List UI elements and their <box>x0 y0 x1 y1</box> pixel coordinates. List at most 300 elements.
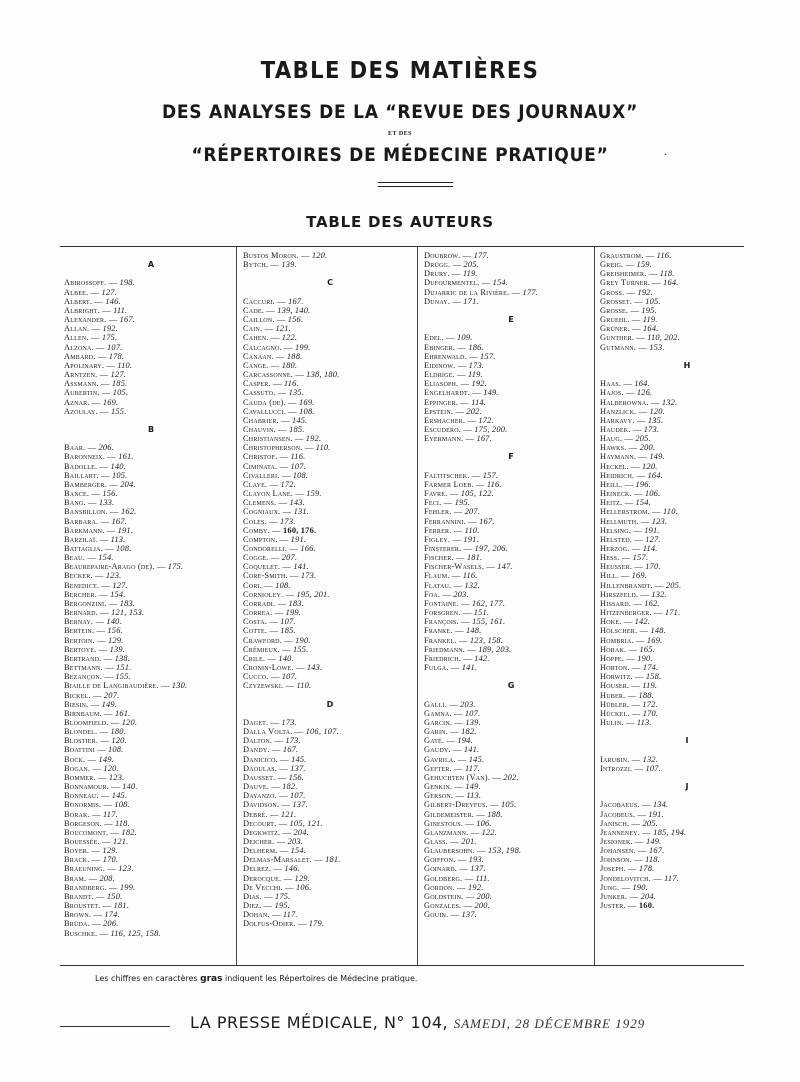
page-numbers: 107. <box>280 617 296 627</box>
author-name: Janisch. — <box>600 818 643 828</box>
author-name: Fehler. — <box>424 507 465 517</box>
page-numbers: 106. <box>295 882 312 892</box>
author-entry <box>600 608 774 617</box>
author-name: Delherm. — <box>243 846 291 856</box>
author-name: Ehrenwald. — <box>424 351 481 361</box>
page-numbers: 121, 153. <box>111 608 145 618</box>
page-numbers: 157. <box>482 470 499 480</box>
author-entry <box>600 819 774 828</box>
author-entry <box>64 663 238 672</box>
author-name: Albright. — <box>64 305 114 315</box>
author-entry <box>243 260 417 269</box>
author-entry <box>64 352 238 361</box>
author-name: Aubertin. — <box>64 388 113 398</box>
section-letter: B <box>147 424 155 434</box>
author-entry <box>64 462 238 471</box>
author-entry <box>424 846 598 855</box>
author-entry <box>600 874 774 883</box>
footer-rule <box>60 1026 170 1027</box>
author-name: Arntzen. — <box>64 370 111 380</box>
author-entry <box>243 828 417 837</box>
author-name: Juster. — <box>600 901 639 911</box>
page-numbers: 116, 125, 158. <box>110 928 161 938</box>
author-name: Barkmann. — <box>64 525 118 535</box>
author-entry <box>243 736 417 745</box>
page-numbers: 119. <box>642 315 658 325</box>
author-entry <box>243 764 417 773</box>
section-letter: J <box>685 782 689 792</box>
page-numbers: 207. <box>464 507 481 517</box>
author-name: Derocque. — <box>243 873 295 883</box>
index-column-2 <box>243 251 417 929</box>
page-numbers: 189, 203. <box>478 644 512 654</box>
author-name: Grosset. — <box>600 296 646 306</box>
author-entry <box>424 278 598 287</box>
page-numbers: 197, 206. <box>474 544 508 553</box>
author-name: Fischer-Wasels. — <box>424 562 498 572</box>
section-letter: E <box>508 315 514 325</box>
author-name: Dandy. — <box>243 745 283 755</box>
author-entry <box>243 636 417 645</box>
page-numbers: 139. <box>465 717 481 727</box>
author-entry <box>600 251 774 260</box>
author-name: Grosse. — <box>600 305 642 315</box>
author-name: Crile. — <box>243 653 279 663</box>
page-numbers: 173. <box>281 717 297 727</box>
author-name: Brandt. — <box>64 891 107 901</box>
page-numbers: 181. <box>113 901 130 911</box>
page-numbers: 116. <box>462 571 478 581</box>
author-name: Gutmann. — <box>600 342 650 352</box>
page-numbers: 140. <box>122 782 138 792</box>
page-numbers: 167. <box>479 516 495 526</box>
author-entry <box>424 901 598 910</box>
page-numbers: 200. <box>476 891 493 901</box>
author-name: Haas. — <box>600 379 635 389</box>
page-numbers: 172. <box>478 415 494 425</box>
author-entry <box>243 306 417 315</box>
page-numbers: 111. <box>475 873 490 883</box>
spacer <box>424 691 598 700</box>
page-numbers: 174. <box>104 910 120 920</box>
author-entry <box>64 819 238 828</box>
page-numbers: 123. <box>118 864 134 874</box>
page-numbers: 195. <box>274 901 291 911</box>
page-numbers: 181. <box>325 855 341 865</box>
page-numbers: 107. <box>290 461 306 471</box>
author-name: Baronneix. — <box>64 452 119 462</box>
spacer <box>600 370 774 379</box>
author-name: Delmas-Marsalet. — <box>243 855 326 865</box>
author-name: Calcagno. — <box>243 342 295 352</box>
author-entry <box>64 333 238 342</box>
page-numbers: 138. <box>114 653 131 663</box>
author-entry <box>424 810 598 819</box>
page-numbers: 108. <box>116 544 132 553</box>
author-entry <box>424 498 598 507</box>
page-numbers: 191. <box>117 525 134 535</box>
page-numbers: 167. <box>476 434 492 444</box>
author-entry <box>243 425 417 434</box>
page-numbers: 107. <box>645 763 661 773</box>
page-numbers: 149. <box>483 388 499 398</box>
author-name: Grüner. — <box>600 324 644 334</box>
author-entry <box>424 343 598 352</box>
author-entry <box>64 535 238 544</box>
author-entry <box>243 617 417 626</box>
author-entry <box>64 855 238 864</box>
author-name: Core-Smith. — <box>243 571 301 581</box>
author-entry <box>64 407 238 416</box>
decorative-rule-top <box>378 182 453 183</box>
page-numbers: 181. <box>466 553 483 563</box>
page-numbers: 107. <box>464 708 481 718</box>
author-entry <box>243 855 417 864</box>
page-numbers: 198. <box>119 278 135 288</box>
section-letter: C <box>327 278 333 288</box>
note-bold-word: gras <box>200 974 223 984</box>
page-numbers: 120. <box>649 406 665 416</box>
page-numbers: 116. <box>656 251 672 260</box>
author-entry <box>243 416 417 425</box>
note-text-before: Les chiffres en caractères <box>95 974 198 983</box>
author-entry <box>243 874 417 883</box>
page-numbers: 207. <box>281 553 298 563</box>
author-entry <box>424 800 598 809</box>
author-name: Bertein. — <box>64 626 108 636</box>
page-numbers: 170. <box>642 708 659 718</box>
author-name: Bonnamour. — <box>64 782 123 792</box>
page-numbers: 149. <box>645 837 662 846</box>
author-entry <box>600 718 774 727</box>
author-entry <box>600 269 774 278</box>
author-name: Hoppe. — <box>600 653 638 663</box>
author-name: Fischer. — <box>424 553 467 563</box>
author-entry <box>243 919 417 928</box>
author-entry <box>243 388 417 397</box>
author-entry <box>243 654 417 663</box>
author-entry <box>600 800 774 809</box>
author-name: Caccuri. — <box>243 296 289 306</box>
author-entry <box>424 590 598 599</box>
page-numbers: 135. <box>288 388 305 398</box>
author-name: Birnbaum. — <box>64 708 115 718</box>
page-numbers: 162. <box>121 507 137 517</box>
author-entry <box>600 425 774 434</box>
page-numbers: 120. <box>121 717 138 727</box>
page-numbers: 202. <box>466 406 482 416</box>
author-name: Garcin. — <box>424 717 466 727</box>
author-entry <box>243 407 417 416</box>
page-numbers: 126. <box>636 388 653 398</box>
author-name: Iarubin. — <box>600 754 643 764</box>
author-name: Ciminata. — <box>243 461 291 471</box>
author-entry <box>600 590 774 599</box>
author-entry <box>64 361 238 370</box>
author-entry <box>600 562 774 571</box>
author-entry <box>64 919 238 928</box>
author-name: Dujarric de la Rivière. — <box>424 287 523 297</box>
author-name: Introzzi. — <box>600 763 646 773</box>
page-numbers: 140. <box>110 461 126 471</box>
author-entry <box>424 544 598 553</box>
page-numbers: 131. <box>293 507 310 517</box>
page-numbers: 171. <box>664 608 681 618</box>
author-name: Bertoye. — <box>64 644 110 654</box>
page-numbers: 205. <box>665 580 682 590</box>
author-name: Franke. — <box>424 626 466 636</box>
page-numbers: 169. <box>102 397 119 407</box>
author-name: Horton. — <box>600 663 643 673</box>
author-entry <box>424 608 598 617</box>
page-numbers: 156. <box>288 772 305 782</box>
author-entry <box>424 782 598 791</box>
author-name: Ferrer. — <box>424 525 465 535</box>
author-entry <box>243 480 417 489</box>
page-numbers: 206. <box>98 443 114 453</box>
author-entry <box>243 517 417 526</box>
page-numbers: 175. <box>274 891 291 901</box>
page-numbers: 107. <box>107 342 123 352</box>
page-numbers: 173. <box>643 424 660 434</box>
author-entry <box>64 507 238 516</box>
section-letter: D <box>326 699 334 709</box>
page-numbers: 140. <box>106 617 122 627</box>
author-name: Davidson. — <box>243 800 293 810</box>
author-name: Deicher. — <box>243 837 288 846</box>
page-numbers: 119. <box>467 370 483 380</box>
author-entry <box>64 370 238 379</box>
author-name: Grey Turner. — <box>600 278 664 288</box>
author-name: Frankel. — <box>424 635 470 645</box>
author-entry <box>64 288 238 297</box>
author-name: Ambard. — <box>64 351 109 361</box>
page-numbers: 183. <box>288 598 304 608</box>
spacer <box>600 773 774 782</box>
author-name: Cogge. — <box>243 553 282 563</box>
author-name: Boattini — <box>64 745 109 755</box>
page-numbers: 118. <box>114 818 130 828</box>
author-entry <box>64 498 238 507</box>
author-entry <box>424 333 598 342</box>
et-des-connector: ET DES <box>387 131 413 137</box>
page-numbers: 117. <box>664 873 679 883</box>
author-entry <box>600 489 774 498</box>
section-title: TABLE DES AUTEURS <box>306 213 494 231</box>
author-entry <box>424 370 598 379</box>
page-numbers: 108. <box>108 745 124 755</box>
author-name: Bonneau. — <box>64 791 112 801</box>
author-entry <box>64 782 238 791</box>
page-numbers: 129. <box>102 846 118 856</box>
page-numbers: 122. <box>481 827 498 837</box>
author-entry <box>243 315 417 324</box>
page-numbers: 123. <box>108 772 125 782</box>
author-entry <box>243 819 417 828</box>
author-name: Haug. — <box>600 434 636 444</box>
author-entry <box>64 571 238 580</box>
author-entry <box>243 599 417 608</box>
author-name: Goldstein. — <box>424 891 477 901</box>
page-numbers: 147. <box>497 562 513 572</box>
page-numbers: 196. <box>635 479 651 489</box>
author-name: Figley. — <box>424 534 464 544</box>
author-entry <box>243 361 417 370</box>
page-numbers: 108. <box>275 580 291 590</box>
author-entry <box>243 773 417 782</box>
author-entry <box>600 846 774 855</box>
page-numbers: 167. <box>288 296 304 306</box>
author-name: Bram. — <box>64 873 100 883</box>
author-entry <box>64 846 238 855</box>
author-entry <box>64 590 238 599</box>
author-entry <box>424 855 598 864</box>
page-numbers: 139. <box>281 260 297 270</box>
author-name: Alexander. — <box>64 315 120 325</box>
author-entry <box>424 352 598 361</box>
page-numbers: 208. <box>99 873 115 883</box>
author-name: Gildemeister. — <box>424 809 488 819</box>
author-name: Beau. — <box>64 553 99 563</box>
page-footer <box>190 1013 645 1032</box>
author-name: Delrez. — <box>243 864 285 874</box>
author-name: Christiansen. — <box>243 434 306 444</box>
author-name: Bickel. — <box>64 690 104 700</box>
author-name: Beaurepaire-Arago (de). — <box>64 562 168 572</box>
author-name: Dalla Volta. — <box>243 727 306 737</box>
page-numbers: 139. <box>109 644 126 654</box>
page-numbers: 204. <box>120 479 136 489</box>
author-name: Azoulay. — <box>64 406 112 416</box>
author-entry <box>64 828 238 837</box>
page-numbers: 178. <box>638 864 655 874</box>
author-entry <box>424 361 598 370</box>
page-numbers: 200. <box>639 443 656 453</box>
author-name: Dayanzo. — <box>243 791 291 801</box>
author-name: Haudek. — <box>600 424 644 434</box>
page-numbers: 201. <box>461 837 477 846</box>
author-entry <box>600 379 774 388</box>
author-name: Forsgren. — <box>424 608 474 618</box>
author-name: Bertoin. — <box>64 635 108 645</box>
author-name: Bogan. — <box>64 763 104 773</box>
author-entry <box>600 553 774 562</box>
author-name: Heineck. — <box>600 489 645 499</box>
author-name: Hajos. — <box>600 388 637 398</box>
page-numbers: 154. <box>635 498 651 508</box>
author-name: Hillenbrandt. — <box>600 580 666 590</box>
spacer <box>64 416 238 425</box>
page-numbers: 199. <box>285 608 302 618</box>
author-entry <box>424 626 598 635</box>
author-entry <box>600 828 774 837</box>
author-name: Drügg. — <box>424 260 464 270</box>
author-entry <box>243 398 417 407</box>
author-name: Hess. — <box>600 553 633 563</box>
author-entry <box>243 745 417 754</box>
author-entry <box>600 443 774 452</box>
footer-journal: LA PRESSE MÉDICALE, N° 104, <box>190 1013 449 1032</box>
author-entry <box>64 691 238 700</box>
author-entry <box>243 846 417 855</box>
author-name: Eppinger. — <box>424 397 472 407</box>
spacer <box>424 306 598 315</box>
page-numbers: 106, 107. <box>305 727 339 737</box>
author-name: Gilbert-Dreyfus. — <box>424 800 501 810</box>
author-name: Biaille de Langibaudière. — <box>64 681 172 691</box>
author-entry <box>243 663 417 672</box>
page-numbers: 145. <box>291 754 307 764</box>
page-numbers: 149. <box>98 754 114 764</box>
page-numbers: 172. <box>280 479 296 489</box>
author-name: Hoke. — <box>600 617 635 627</box>
author-entry <box>64 929 238 938</box>
author-entry <box>424 837 598 846</box>
page-numbers: 118. <box>645 855 660 865</box>
page-numbers: 143. <box>306 663 323 673</box>
author-entry <box>243 901 417 910</box>
page-numbers: 190. <box>632 882 648 892</box>
author-name: Barzilaï. — <box>64 534 111 544</box>
author-name: Czyzewski. — <box>243 681 297 691</box>
author-entry <box>64 727 238 736</box>
page-numbers: 172. <box>642 699 658 709</box>
author-entry <box>64 791 238 800</box>
spacer <box>424 672 598 681</box>
author-name: Cori. — <box>243 580 276 590</box>
author-name: Gordon. — <box>424 882 469 892</box>
author-entry <box>424 526 598 535</box>
author-entry <box>424 709 598 718</box>
author-entry <box>600 452 774 461</box>
page-numbers: 141. <box>461 663 478 673</box>
author-name: Hitzenberger. — <box>600 608 665 618</box>
author-name: Jondelovitch. — <box>600 873 665 883</box>
page-numbers: 185, 194. <box>653 827 687 837</box>
page-numbers: 137. <box>292 800 308 810</box>
page-numbers: 204. <box>293 827 309 837</box>
author-name: Flaum. — <box>424 571 463 581</box>
spacer <box>64 251 238 260</box>
page-numbers: 151. <box>473 608 490 618</box>
author-entry <box>64 562 238 571</box>
author-name: Hölscher. — <box>600 626 651 636</box>
author-name: Debré. — <box>243 809 281 819</box>
page-numbers: 205. <box>635 434 651 444</box>
author-name: Daget. — <box>243 717 282 727</box>
page-numbers: 174. <box>642 663 659 673</box>
page-numbers: 195. <box>454 498 471 508</box>
page-numbers: 110. <box>315 443 331 453</box>
index-column-1 <box>64 251 238 938</box>
page-numbers: 183. <box>119 598 136 608</box>
author-name: Greig. — <box>600 260 637 270</box>
author-name: Cogniaux. — <box>243 507 294 517</box>
page-numbers: 167. <box>111 516 127 526</box>
page-numbers: 157. <box>632 553 649 563</box>
author-name: Hawks. — <box>600 443 640 453</box>
page-numbers: 154. <box>492 278 509 288</box>
author-name: Bettmann. — <box>64 663 116 673</box>
page-numbers: 180. <box>281 360 298 370</box>
author-name: Cahen. — <box>243 333 282 343</box>
author-name: Battaglia. — <box>64 544 117 553</box>
page-numbers: 150. <box>106 891 123 901</box>
page-numbers: 178. <box>108 351 125 361</box>
author-name: Junker. — <box>600 891 641 901</box>
author-name: Bernard. — <box>64 608 112 618</box>
author-entry <box>243 489 417 498</box>
